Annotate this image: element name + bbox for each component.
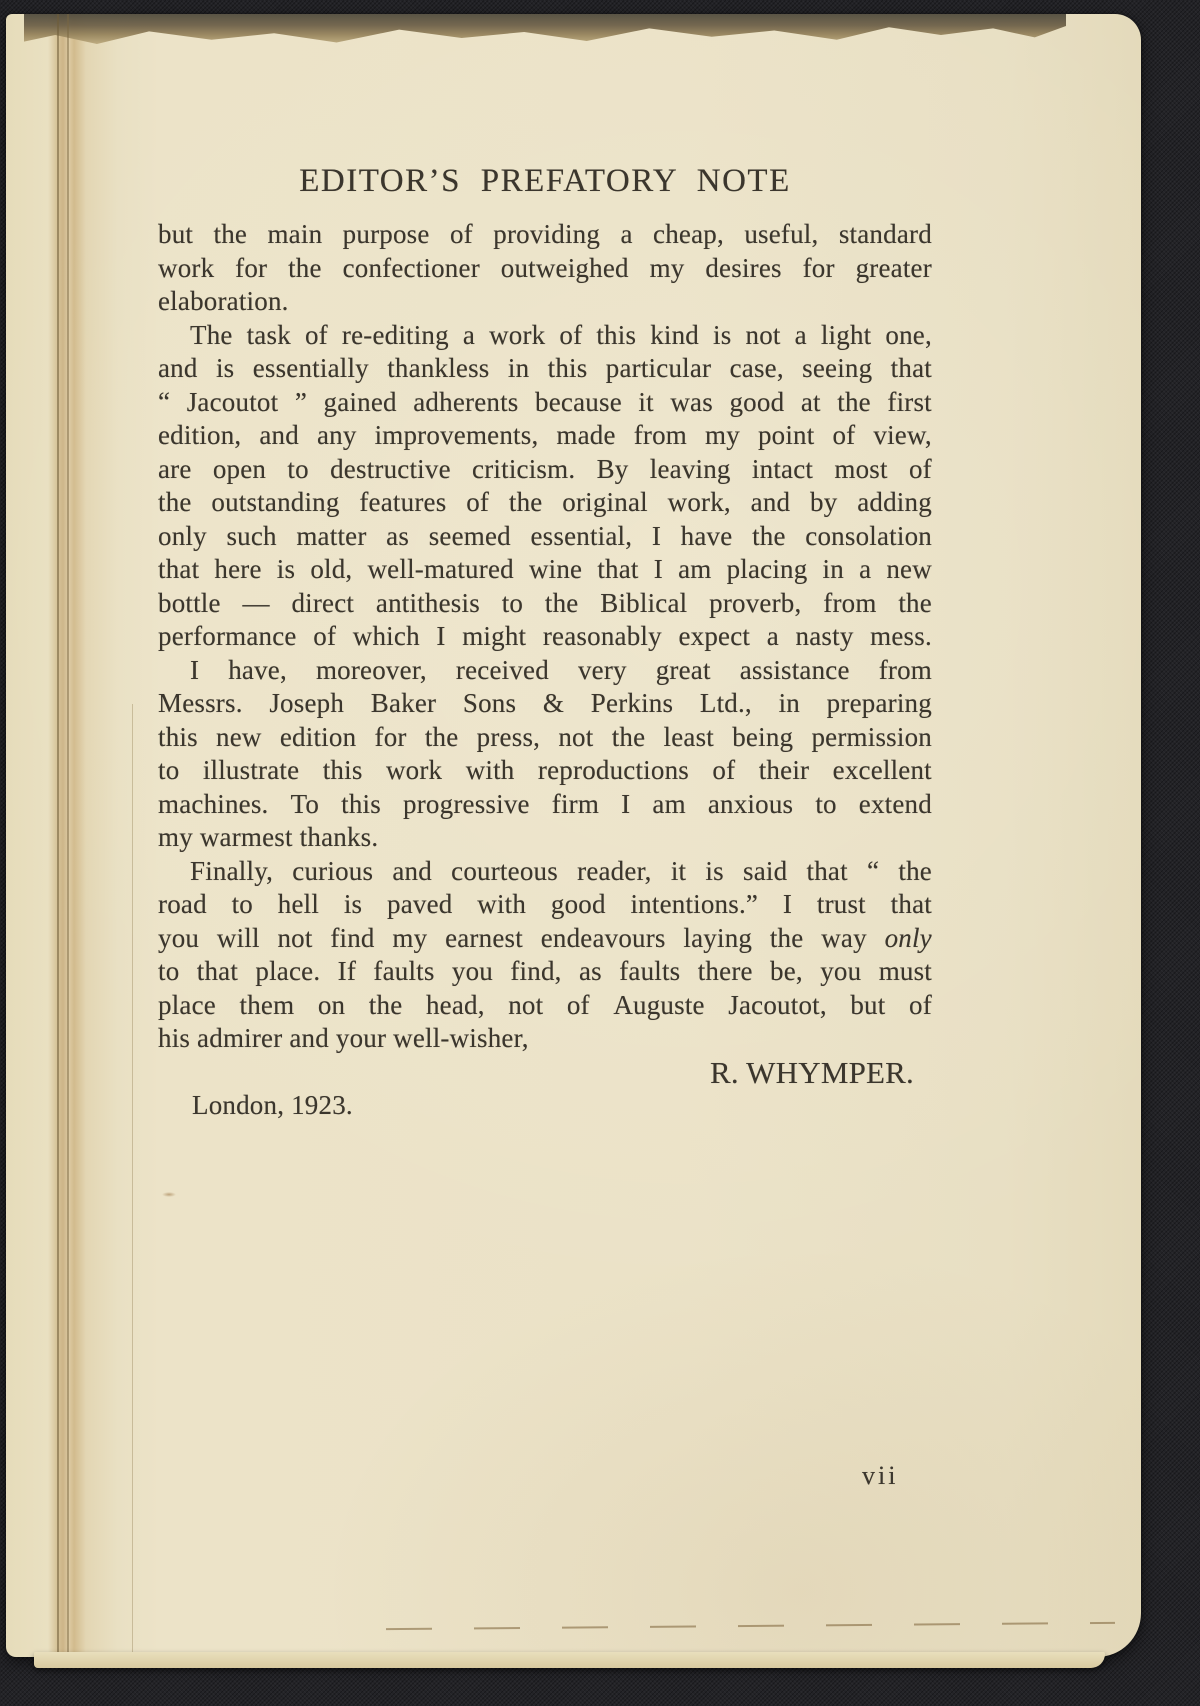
binding-crease bbox=[67, 14, 69, 1657]
text-line: are open to destructive criticism. By leaving intact most of bbox=[158, 453, 932, 484]
text-line: The task of re-editing a work of this kind is not a light one, bbox=[190, 319, 932, 350]
text-line: my warmest thanks. bbox=[158, 822, 379, 852]
tattered-top-edge bbox=[24, 14, 1066, 44]
paragraph bbox=[158, 855, 932, 1056]
dateline: London, 1923. bbox=[192, 1090, 353, 1120]
bottom-tear-line bbox=[386, 1622, 1115, 1630]
page-stack-edge bbox=[34, 1652, 1105, 1668]
text-line: you will not find my earnest endeavours laying the way only bbox=[158, 922, 932, 953]
book-page bbox=[6, 14, 1141, 1657]
text-line: only such matter as seemed essential, I have the consolation bbox=[158, 520, 932, 551]
text-line: edition, and any improvements, made from my point of view, bbox=[158, 420, 932, 450]
text-line: elaboration. bbox=[158, 286, 289, 316]
page-fold-crease bbox=[132, 704, 133, 1657]
text-line: to illustrate this work with reproductions of their excellent bbox=[158, 755, 932, 785]
text-line: this new edition for the press, not the least being permission bbox=[158, 721, 932, 752]
text-line: Messrs. Joseph Baker Sons & Perkins Ltd., in preparing bbox=[158, 688, 932, 718]
body-text bbox=[158, 218, 932, 1123]
signature: R. WHYMPER. bbox=[709, 1054, 914, 1090]
text-line: to that place. If faults you find, as faults there be, you must bbox=[158, 956, 932, 986]
paragraph bbox=[158, 654, 932, 855]
text-line: but the main purpose of providing a cheap, useful, standard bbox=[158, 219, 932, 249]
paper-stain bbox=[162, 1192, 176, 1197]
page-title: EDITOR’S PREFATORY NOTE bbox=[299, 163, 791, 199]
paragraph bbox=[158, 218, 932, 319]
page-number: vii bbox=[862, 1461, 899, 1490]
text-line: his admirer and your well-wisher, bbox=[158, 1023, 529, 1053]
text-line: the outstanding features of the original work, and by adding bbox=[158, 487, 932, 517]
text-line: performance of which I might reasonably expect a nasty mess. bbox=[158, 621, 932, 651]
text-line: bottle — direct antithesis to the Biblical proverb, from the bbox=[158, 587, 932, 618]
text-line: Finally, curious and courteous reader, it is said that “ the bbox=[190, 855, 932, 886]
text-line: I have, moreover, received very great assistance from bbox=[190, 654, 932, 685]
binding-crease bbox=[57, 14, 59, 1657]
text-line: machines. To this progressive firm I am anxious to extend bbox=[158, 788, 932, 819]
text-line: work for the confectioner outweighed my desires for greater bbox=[158, 252, 932, 283]
text-line: and is essentially thankless in this particular case, seeing that bbox=[158, 353, 932, 383]
text-line: “ Jacoutot ” gained adherents because it was good at the first bbox=[158, 386, 932, 417]
text-line: that here is old, well-matured wine that I am placing in a new bbox=[158, 554, 932, 584]
text-line: road to hell is paved with good intentions.” I trust that bbox=[158, 889, 932, 919]
paragraph bbox=[158, 319, 932, 654]
text-line: place them on the head, not of Auguste Jacoutot, but of bbox=[158, 989, 932, 1020]
paragraphs bbox=[158, 218, 932, 1056]
